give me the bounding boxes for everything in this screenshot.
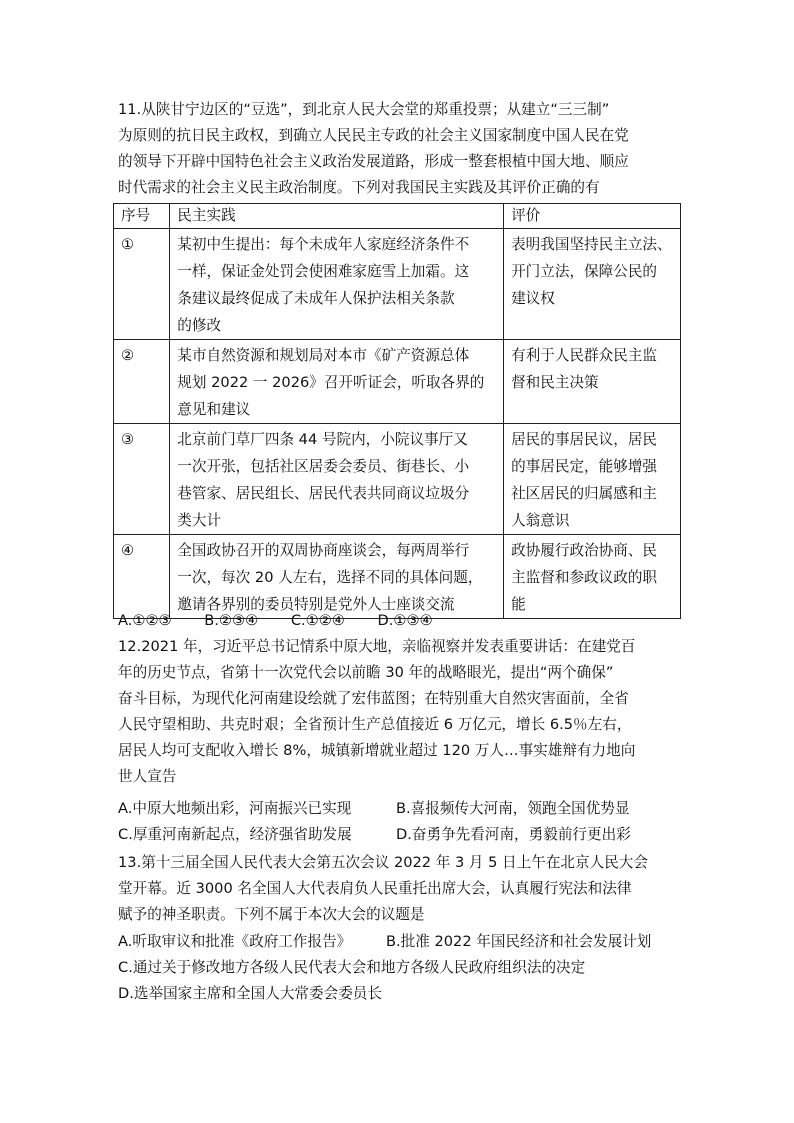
evaluation-line: 能 <box>511 596 526 613</box>
evaluation-line: 主监督和参政议政的职 <box>511 569 658 586</box>
table-row <box>114 424 681 535</box>
option-d[interactable]: D.奋勇争先看河南，勇毅前行更出彩 <box>396 826 631 843</box>
option-a[interactable]: A.中原大地频出彩，河南振兴已实现 <box>118 800 352 817</box>
q11-line: 时代需求的社会主义民主政治制度。下列对我国民主实践及其评价正确的有 <box>118 179 600 196</box>
q11-line: 的领导下开辟中国特色社会主义政治发展道路，形成一整套根植中国大地、顺应 <box>118 153 629 170</box>
question-13-stem <box>118 850 690 928</box>
option-d[interactable]: D.①③④ <box>377 612 433 629</box>
practice-line: 巷管家、居民组长、居民代表共同商议垃圾分 <box>177 485 470 502</box>
evaluation-line: 建议权 <box>511 290 555 307</box>
option-c[interactable]: C.厚重河南新起点，经济强省助发展 <box>118 826 352 843</box>
practice-line: 一次开张，包括社区居委会委员、街巷长、小 <box>177 458 470 475</box>
evaluation-line: 政协履行政治协商、民 <box>511 542 658 559</box>
row-number: ④ <box>114 535 170 619</box>
header-practice: 民主实践 <box>170 204 504 229</box>
evaluation-line: 居民的事居民议，居民 <box>511 431 658 448</box>
q13-line: 堂开幕。近 3000 名全国人大代表肩负人民重托出席大会，认真履行宪法和法律 <box>118 880 632 897</box>
option-b[interactable]: B.批准 2022 年国民经济和社会发展计划 <box>386 933 652 950</box>
question-12-stem <box>118 634 690 790</box>
table-row <box>114 535 681 619</box>
option-c[interactable]: C.①②④ <box>290 612 345 629</box>
evaluation-line: 人翁意识 <box>511 512 570 529</box>
row-evaluation <box>504 424 681 535</box>
practice-line: 的修改 <box>177 317 222 334</box>
option-a[interactable]: A.听取审议和批准《政府工作报告》 <box>118 933 352 950</box>
header-evaluation: 评价 <box>504 204 681 229</box>
question-13-options <box>118 929 651 1007</box>
evaluation-line: 表明我国坚持民主立法、 <box>511 236 672 253</box>
option-b[interactable]: B.喜报频传大河南，领跑全国优势显 <box>396 800 630 817</box>
q13-line: 赋予的神圣职责。下列不属于本次大会的议题是 <box>118 906 425 923</box>
question-12-options <box>118 796 631 848</box>
row-evaluation <box>504 535 681 619</box>
practice-line: 规划 2022 一 2026》召开听证会，听取各界的 <box>177 374 485 391</box>
row-evaluation <box>504 229 681 340</box>
row-evaluation <box>504 340 681 424</box>
practice-line: 意见和建议 <box>177 401 251 418</box>
row-practice <box>170 340 504 424</box>
question-11-stem <box>118 97 690 201</box>
q11-line: 为原则的抗日民主政权，到确立人民民主专政的社会主义国家制度中国人民在党 <box>118 127 629 144</box>
q12-line: 居民人均可支配收入增长 8%，城镇新增就业超过 120 万人…事实雄辩有力地向 <box>118 742 636 759</box>
table-row <box>114 229 681 340</box>
option-c[interactable]: C.通过关于修改地方各级人民代表大会和地方各级人民政府组织法的决定 <box>118 959 586 976</box>
table-row <box>114 340 681 424</box>
q12-line: 人民守望相助、共克时艰；全省预计生产总值接近 6 万亿元，增长 6.5％左右， <box>118 716 632 733</box>
practice-line: 某初中生提出：每个未成年人家庭经济条件不 <box>177 236 470 253</box>
evaluation-line: 社区居民的归属感和主 <box>511 485 658 502</box>
header-number: 序号 <box>114 204 170 229</box>
q12-line: 年的历史节点，省第十一次党代会以前瞻 30 年的战略眼光，提出“两个确保” <box>118 664 614 681</box>
row-practice <box>170 535 504 619</box>
option-b[interactable]: B.②③④ <box>204 612 259 629</box>
evaluation-line: 的事居民定，能够增强 <box>511 458 658 475</box>
practice-line: 邀请各界别的委员特别是党外人士座谈交流 <box>177 596 455 613</box>
evaluation-line: 督和民主决策 <box>511 374 599 391</box>
practice-line: 北京前门草厂四条 44 号院内，小院议事厅又 <box>177 431 468 448</box>
q12-line: 奋斗目标，为现代化河南建设绘就了宏伟蓝图；在特别重大自然灾害面前，全省 <box>118 690 629 707</box>
row-number: ② <box>114 340 170 424</box>
practice-line: 一次，每次 20 人左右，选择不同的具体问题， <box>177 569 483 586</box>
practice-line: 某市自然资源和规划局对本市《矿产资源总体 <box>177 347 470 364</box>
q12-line: 世人宣告 <box>118 768 177 785</box>
q13-line: 13.第十三届全国人民代表大会第五次会议 2022 年 3 月 5 日上午在北京人民大会 <box>118 854 648 871</box>
democracy-practice-table <box>113 203 681 619</box>
row-number: ③ <box>114 424 170 535</box>
q12-line: 12.2021 年，习近平总书记情系中原大地，亲临视察并发表重要讲话：在建党百 <box>118 638 636 655</box>
practice-line: 全国政协召开的双周协商座谈会，每两周举行 <box>177 542 470 559</box>
option-d[interactable]: D.选举国家主席和全国人大常委会委员长 <box>118 985 382 1002</box>
practice-line: 条建议最终促成了未成年人保护法相关条款 <box>177 290 455 307</box>
row-practice <box>170 229 504 340</box>
row-practice <box>170 424 504 535</box>
practice-line: 一样，保证金处罚会使困难家庭雪上加霜。这 <box>177 263 470 280</box>
question-11-options <box>118 608 461 634</box>
evaluation-line: 开门立法，保障公民的 <box>511 263 658 280</box>
row-number: ① <box>114 229 170 340</box>
option-a[interactable]: A.①②③ <box>118 612 172 629</box>
evaluation-line: 有利于人民群众民主监 <box>511 347 658 364</box>
q11-line: 11.从陕甘宁边区的“豆选”，到北京人民大会堂的郑重投票；从建立“三三制” <box>118 101 610 118</box>
practice-line: 类大计 <box>177 512 222 529</box>
table-header-row <box>114 204 681 229</box>
